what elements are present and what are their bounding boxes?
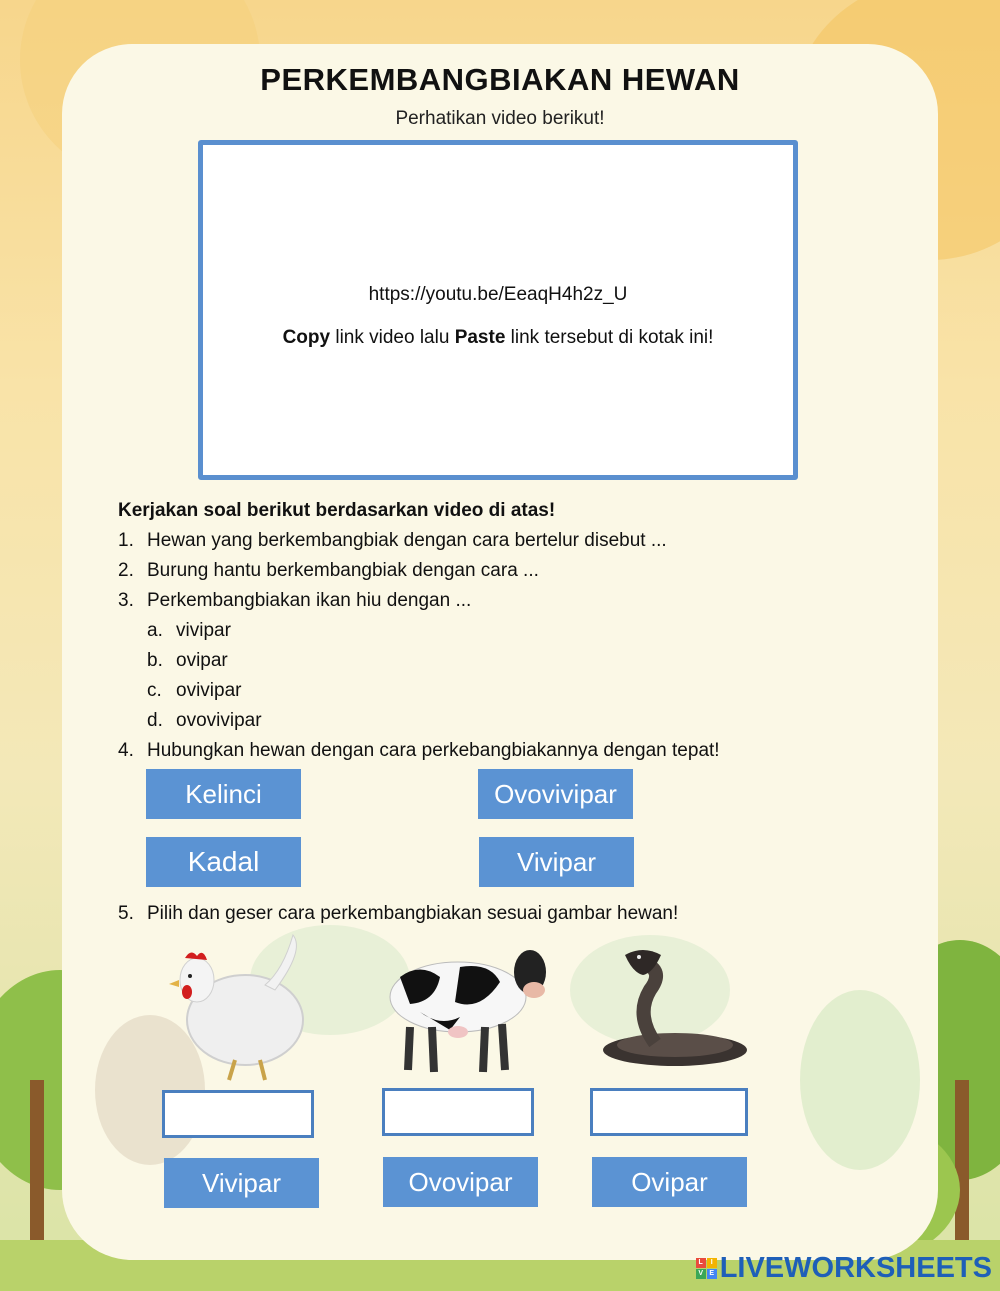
liveworksheets-logo[interactable] [696,1252,992,1285]
question-text: Hewan yang berkembangbiak dengan cara bertelur disebut ... [147,530,667,551]
question-number: 3. [118,590,134,611]
video-instruction [198,327,798,349]
option-text: vivipar [176,620,231,641]
instruction-suffix: link tersebut di kotak ini! [505,327,714,348]
match-left-kadal[interactable]: Kadal [146,837,301,887]
video-link-box[interactable] [198,140,798,480]
question-2 [118,560,539,582]
question-1 [118,530,667,552]
copy-word: Copy [282,327,331,348]
question-text: Pilih dan geser cara perkembangbiakan sesuai gambar hewan! [147,903,679,924]
option-letter: a. [147,620,163,641]
match-left-kelinci[interactable]: Kelinci [146,769,301,819]
question-number: 2. [118,560,134,581]
question-5 [118,903,678,925]
video-link-text[interactable]: https://youtu.be/EeaqH4h2z_U [368,284,628,305]
option-text: ovipar [176,650,228,671]
paste-word: Paste [454,327,506,348]
question-text: Perkembangbiakan ikan hiu dengan ... [147,590,472,611]
drag-option-ovipar[interactable]: Ovipar [592,1157,747,1207]
option-letter: d. [147,710,163,731]
logo-letter-e: E [707,1269,717,1279]
drag-option-ovovipar[interactable]: Ovovipar [383,1157,538,1207]
logo-grid-icon [696,1258,717,1279]
logo-letter-i: I [707,1258,717,1268]
option-d[interactable] [147,710,262,732]
option-letter: b. [147,650,163,671]
page-subtitle: Perhatikan video berikut! [395,108,605,129]
answer-box-chicken[interactable] [162,1090,314,1138]
chicken-image [165,930,310,1085]
question-3 [118,590,471,612]
option-c[interactable] [147,680,241,702]
logo-letter-v: V [696,1269,706,1279]
answer-box-cow[interactable] [382,1088,534,1136]
question-text: Burung hantu berkembangbiak dengan cara ... [147,560,539,581]
match-right-ovovivipar[interactable]: Ovovivipar [478,769,633,819]
question-text: Hubungkan hewan dengan cara perkebangbiakannya dengan tepat! [147,740,720,761]
question-number: 1. [118,530,134,551]
page-title: PERKEMBANGBIAKAN HEWAN [260,62,740,97]
cow-image [380,932,550,1082]
logo-text: LIVEWORKSHEETS [719,1252,992,1284]
option-letter: c. [147,680,162,701]
answer-box-snake[interactable] [590,1088,748,1136]
option-text: ovivipar [176,680,242,701]
questions-heading: Kerjakan soal berikut berdasarkan video di atas! [118,500,556,521]
question-number: 5. [118,903,134,924]
logo-letter-l: L [696,1258,706,1268]
drag-option-vivipar[interactable]: Vivipar [164,1158,319,1208]
question-4 [118,740,720,762]
match-right-vivipar[interactable]: Vivipar [479,837,634,887]
option-b[interactable] [147,650,228,672]
option-a[interactable] [147,620,231,642]
option-text: ovovivipar [176,710,262,731]
snake-image [595,945,750,1070]
instruction-mid: link video lalu [330,327,455,348]
question-number: 4. [118,740,134,761]
